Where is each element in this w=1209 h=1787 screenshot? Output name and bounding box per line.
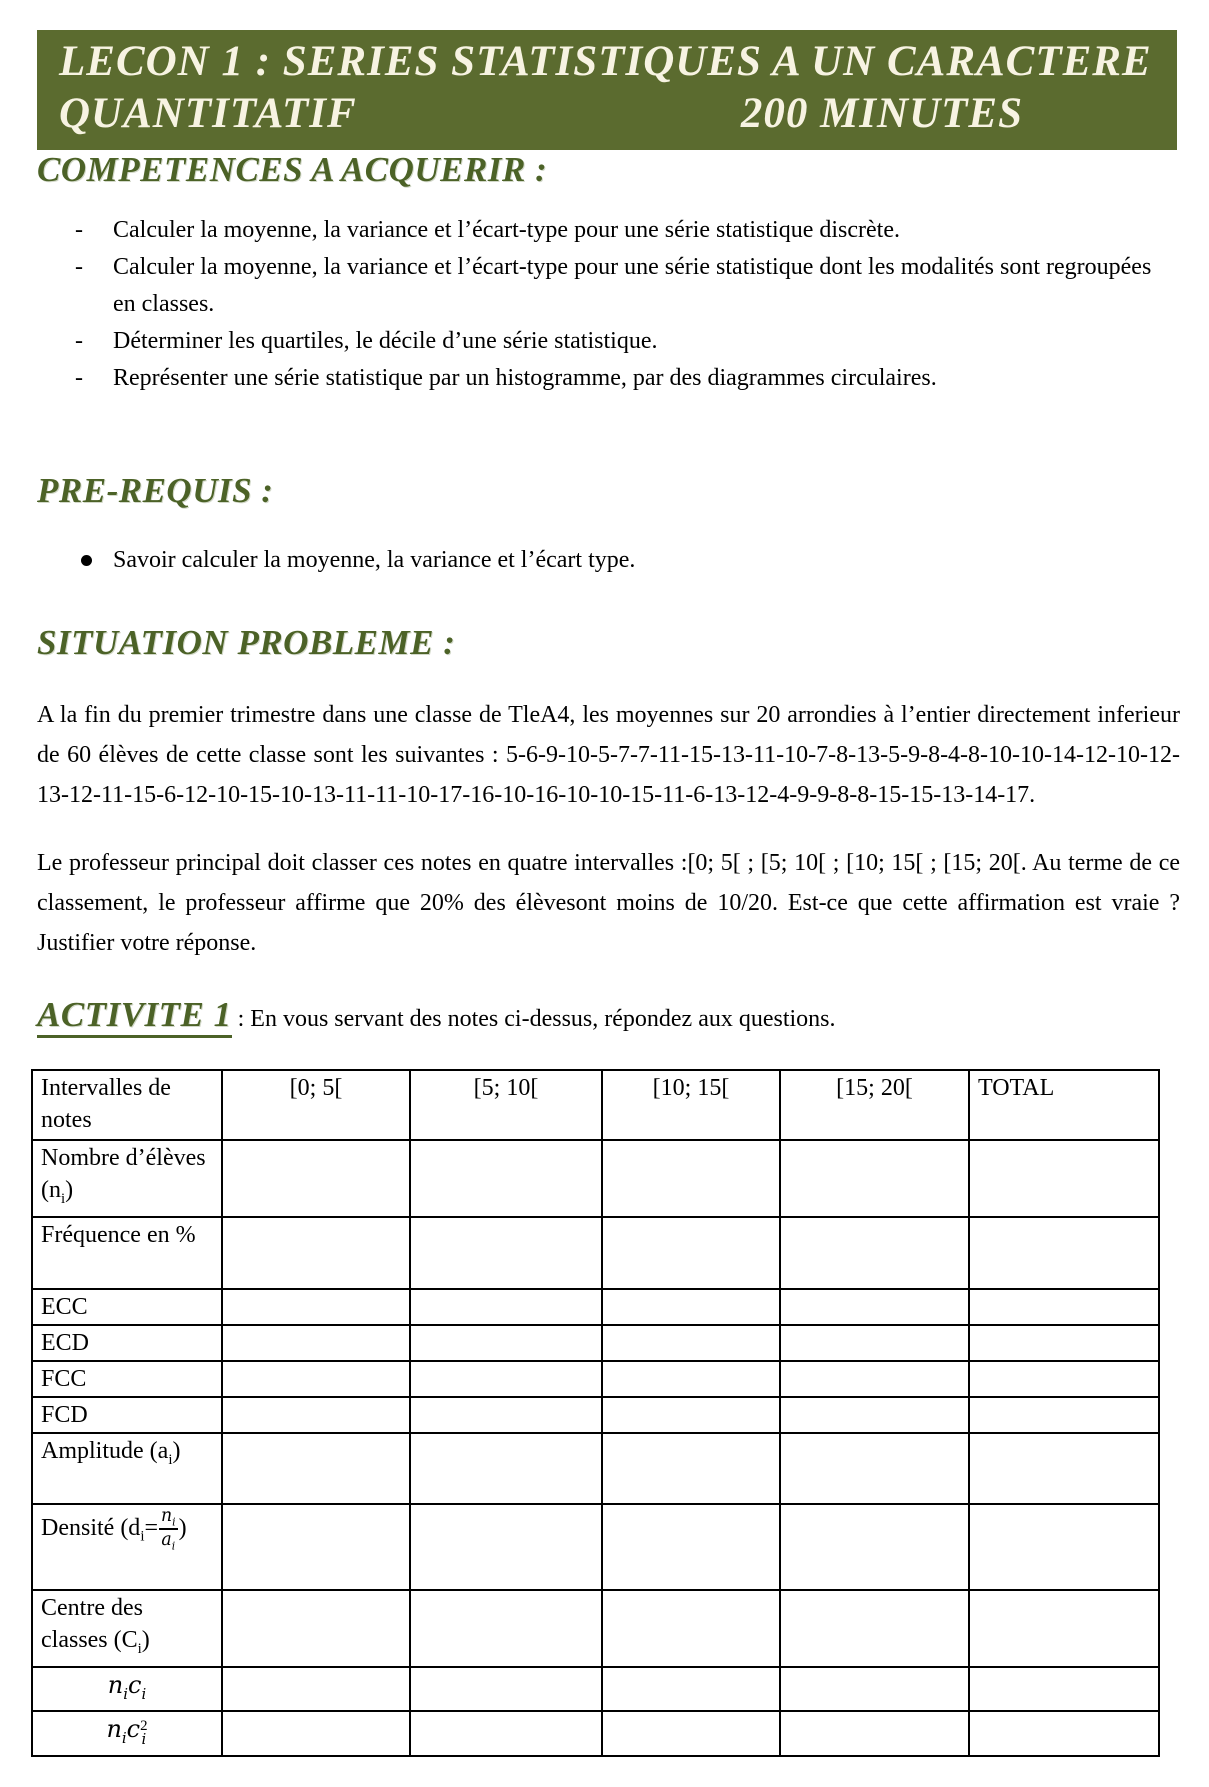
cell-frequence-0 — [222, 1217, 410, 1289]
dash-bullet: - — [75, 328, 83, 354]
dash-bullet: - — [75, 217, 83, 243]
cell-ni-ci-2 — [602, 1667, 780, 1712]
table-row-densite — [32, 1504, 1159, 1590]
activite-line — [37, 995, 1180, 1039]
table-row-nombre-eleves — [32, 1140, 1159, 1217]
cell-ecc-1 — [410, 1289, 602, 1325]
cell-ni-ci-carre-0 — [222, 1711, 410, 1756]
header-total: TOTAL — [969, 1070, 1159, 1140]
list-item — [75, 323, 1180, 360]
table-row-frequence — [32, 1217, 1159, 1289]
cell-fcc-3 — [780, 1361, 969, 1397]
header-interval-0-5: [0; 5[ — [222, 1070, 410, 1140]
cell-amplitude-4 — [969, 1433, 1159, 1504]
cell-fcd-2 — [602, 1397, 780, 1433]
competences-list — [75, 212, 1180, 397]
cell-frequence-2 — [602, 1217, 780, 1289]
list-item — [75, 249, 1180, 323]
cell-fcd-4 — [969, 1397, 1159, 1433]
row-label-ni-ci: $n_ic_i$ — [32, 1667, 222, 1712]
table-row-ni-ci-carre — [32, 1711, 1159, 1756]
dash-bullet: - — [75, 365, 83, 391]
cell-densite-3 — [780, 1504, 969, 1590]
cell-ni-ci-carre-4 — [969, 1711, 1159, 1756]
list-item-text: Représenter une série statistique par un histogramme, par des diagrammes circulaires. — [113, 365, 937, 391]
header-interval-15-20: [15; 20[ — [780, 1070, 969, 1140]
cell-ecd-2 — [602, 1325, 780, 1361]
cell-nombre-eleves-2 — [602, 1140, 780, 1217]
cell-fcc-1 — [410, 1361, 602, 1397]
prerequis-heading: PRE-REQUIS : — [37, 471, 274, 510]
cell-nombre-eleves-4 — [969, 1140, 1159, 1217]
table-row-ecc — [32, 1289, 1159, 1325]
list-item-text: Déterminer les quartiles, le décile d’une série statistique. — [113, 328, 658, 354]
cell-ni-ci-carre-3 — [780, 1711, 969, 1756]
cell-centre-classes-2 — [602, 1590, 780, 1667]
fraction: $\frac{n_i}{a_i}$ — [161, 1505, 176, 1553]
cell-ni-ci-carre-1 — [410, 1711, 602, 1756]
cell-amplitude-2 — [602, 1433, 780, 1504]
cell-densite-1 — [410, 1504, 602, 1590]
lesson-title-line2 — [59, 88, 1153, 140]
lesson-title-banner — [37, 30, 1177, 150]
cell-nombre-eleves-0 — [222, 1140, 410, 1217]
cell-ecd-0 — [222, 1325, 410, 1361]
row-label-ecd: ECD — [32, 1325, 222, 1361]
prerequis-item-text: Savoir calculer la moyenne, la variance et l’écart type. — [113, 547, 636, 573]
lesson-title-line1: LECON 1 : SERIES STATISTIQUES A UN CARACTERE — [59, 38, 1152, 85]
cell-frequence-4 — [969, 1217, 1159, 1289]
cell-frequence-1 — [410, 1217, 602, 1289]
cell-ni-ci-carre-2 — [602, 1711, 780, 1756]
activite-heading: ACTIVITE 1 — [37, 995, 232, 1038]
prerequis-item — [79, 543, 1180, 577]
competences-heading: COMPETENCES A ACQUERIR : — [37, 150, 548, 189]
cell-ecd-1 — [410, 1325, 602, 1361]
cell-ni-ci-3 — [780, 1667, 969, 1712]
list-item — [75, 360, 1180, 397]
cell-ecd-4 — [969, 1325, 1159, 1361]
cell-centre-classes-1 — [410, 1590, 602, 1667]
row-label-fcc: FCC — [32, 1361, 222, 1397]
table-row-fcc — [32, 1361, 1159, 1397]
table-row-amplitude — [32, 1433, 1159, 1504]
statistics-worksheet-table — [31, 1069, 1160, 1757]
cell-ni-ci-4 — [969, 1667, 1159, 1712]
cell-ecd-3 — [780, 1325, 969, 1361]
table-body — [32, 1140, 1159, 1756]
cell-amplitude-3 — [780, 1433, 969, 1504]
situation-paragraph-question: Le professeur principal doit classer ces notes en quatre intervalles :[0; 5[ ; [5; 10[ ; [10; 15[ ; [15; 20[. Au terme de ce classement, le professeur affirme que 20% des élèvesont moins de 10/20. Est-ce que cette affirmation est vraie ? Justifier votre réponse. — [37, 850, 1180, 956]
cell-fcc-4 — [969, 1361, 1159, 1397]
cell-ecc-0 — [222, 1289, 410, 1325]
cell-centre-classes-0 — [222, 1590, 410, 1667]
list-item-text: Calculer la moyenne, la variance et l’écart-type pour une série statistique dont les modalités sont regroupées en classes. — [113, 254, 1152, 317]
lesson-title-quantitatif: QUANTITATIF — [59, 90, 357, 137]
cell-ni-ci-1 — [410, 1667, 602, 1712]
row-label-ni-ci-carre: $n_ic$ 2 i — [32, 1711, 222, 1756]
table-row-fcd — [32, 1397, 1159, 1433]
row-label-centre-classes: Centre des classes $(C_i)$ — [32, 1590, 222, 1667]
table-header-row — [32, 1070, 1159, 1140]
cell-densite-0 — [222, 1504, 410, 1590]
header-interval-5-10: [5; 10[ — [410, 1070, 602, 1140]
cell-fcc-0 — [222, 1361, 410, 1397]
cell-ecc-4 — [969, 1289, 1159, 1325]
row-label-nombre-eleves: Nombre d’élèves $(n_i)$ — [32, 1140, 222, 1217]
activite-instruction: : En vous servant des notes ci-dessus, répondez aux questions. — [231, 1006, 836, 1032]
list-item-text: Calculer la moyenne, la variance et l’écart-type pour une série statistique discrète. — [113, 217, 900, 243]
cell-densite-2 — [602, 1504, 780, 1590]
header-interval-10-15: [10; 15[ — [602, 1070, 780, 1140]
dash-bullet: - — [75, 254, 83, 280]
bullet-dot-icon — [79, 543, 113, 577]
cell-amplitude-0 — [222, 1433, 410, 1504]
row-label-densite: Densité ($d_i=$ $\frac{n_i}{a_i}$ ) — [32, 1504, 222, 1590]
cell-amplitude-1 — [410, 1433, 602, 1504]
cell-centre-classes-4 — [969, 1590, 1159, 1667]
cell-fcd-0 — [222, 1397, 410, 1433]
cell-fcd-1 — [410, 1397, 602, 1433]
situation-heading: SITUATION PROBLEME : — [37, 623, 456, 662]
cell-nombre-eleves-3 — [780, 1140, 969, 1217]
list-item — [75, 212, 1180, 249]
cell-ecc-2 — [602, 1289, 780, 1325]
cell-fcc-2 — [602, 1361, 780, 1397]
cell-nombre-eleves-1 — [410, 1140, 602, 1217]
cell-ni-ci-0 — [222, 1667, 410, 1712]
cell-frequence-3 — [780, 1217, 969, 1289]
row-label-amplitude: Amplitude $(a_i)$ — [32, 1433, 222, 1504]
row-label-fcd: FCD — [32, 1397, 222, 1433]
cell-fcd-3 — [780, 1397, 969, 1433]
situation-paragraph-notes: A la fin du premier trimestre dans une classe de TleA4, les moyennes sur 20 arrondies à l’entier directement inferieur de 60 élèves de cette classe sont les suivantes : 5-6-9-10-5-7-7-11-15-13-11-10-7-8-13-5-9-8-4-8-10-10-14-12-10-12-13-12-11-15-6-12-10-15-10-13-11-11-10-17-16-10-16-10-10-15-11-6-13-12-4-9-9-8-8-15-15-13-14-17. — [37, 702, 1180, 808]
cell-densite-4 — [969, 1504, 1159, 1590]
table-row-ni-ci — [32, 1667, 1159, 1712]
header-intervalles: Intervalles de notes — [32, 1070, 222, 1140]
row-label-ecc: ECC — [32, 1289, 222, 1325]
table-row-ecd — [32, 1325, 1159, 1361]
document-content — [37, 150, 1180, 1757]
cell-ecc-3 — [780, 1289, 969, 1325]
cell-centre-classes-3 — [780, 1590, 969, 1667]
row-label-frequence: Fréquence en % — [32, 1217, 222, 1289]
table-row-centre-classes — [32, 1590, 1159, 1667]
lesson-duration: 200 MINUTES — [740, 90, 1023, 137]
